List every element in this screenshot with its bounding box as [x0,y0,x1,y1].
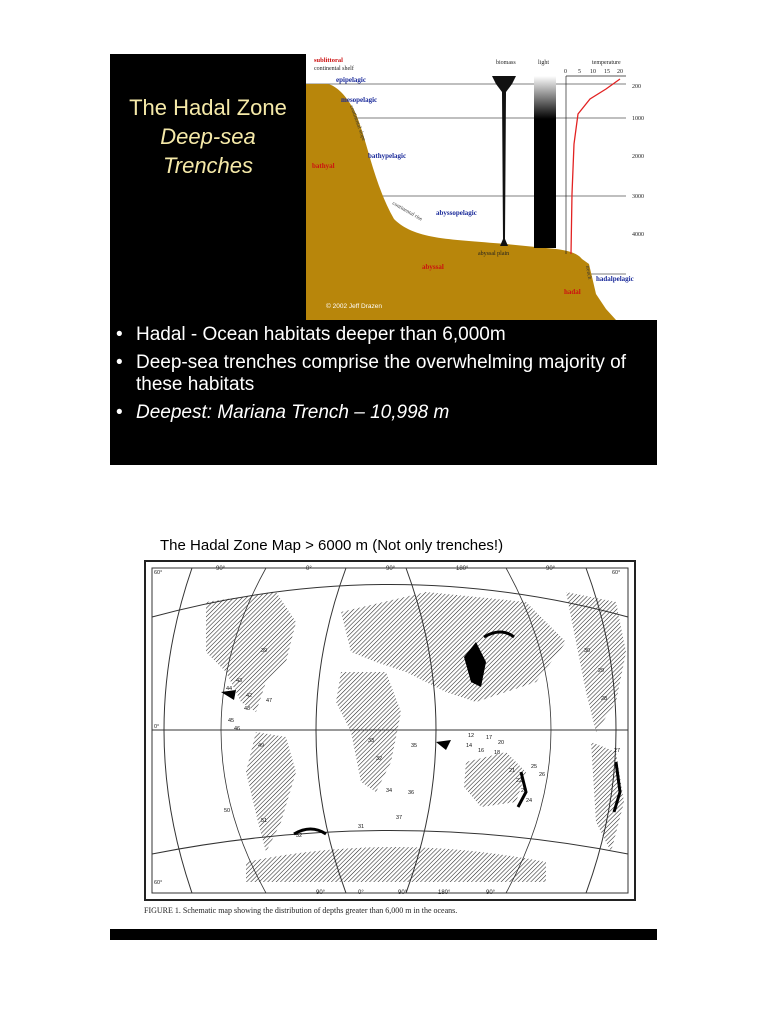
bottom-label-1: 90° [316,890,326,896]
label-hadalpelagic: hadalpelagic [596,275,634,283]
corner-label-3: 0° [154,724,160,730]
site-number: 50 [224,808,231,814]
site-number: 45 [228,718,235,724]
site-number: 14 [466,743,473,749]
depth-tick-2000: 2000 [632,154,644,160]
label-bathyal: bathyal [312,162,335,170]
depth-tick-4000: 4000 [632,232,644,238]
site-number: 25 [531,764,538,770]
biomass-column [492,76,516,246]
seafloor-profile [306,84,616,320]
continent-africa [336,672,401,792]
top-label-1: 90° [216,566,226,573]
slide-hadal-map [110,520,657,940]
temp-tick-20: 20 [617,69,623,75]
site-number: 30 [584,648,591,654]
depth-tick-200: 200 [632,84,641,90]
bullet-text-3: Deepest: Mariana Trench – 10,998 m [136,402,450,423]
bottom-label-5: 90° [486,890,496,896]
site-number: 12 [468,733,475,739]
bullet-marker: • [116,324,123,345]
ocean-zones-svg [306,54,657,320]
site-number: 31 [358,824,365,830]
top-label-4: 180° [456,566,469,573]
map-title: The Hadal Zone Map > 6000 m (Not only trenches!) [160,537,504,554]
bottom-label-3: 90° [398,890,408,896]
label-continental-shelf: continental shelf [314,66,354,72]
title-line-2: Deep-sea [160,124,256,149]
temperature-line [571,79,620,254]
bullet-text-1: Hadal - Ocean habitats deeper than 6,000m [136,324,506,345]
site-number: 36 [408,790,415,796]
label-continental-slope: continental slope [348,104,367,142]
top-label-2: 0° [306,566,312,573]
label-epipelagic: epipelagic [336,76,366,84]
site-number: 46 [234,726,241,732]
label-sublittoral: sublittoral [314,57,343,64]
bottom-black-bar [110,929,657,940]
site-number: 44 [226,686,233,692]
site-number: 16 [478,748,485,754]
label-abyssopelagic: abyssopelagic [436,209,477,217]
continent-antarctica [246,847,546,882]
site-number: 32 [376,756,383,762]
slide-title [110,94,306,180]
corner-label-4: 60° [154,880,163,886]
label-mesopelagic: mesopelagic [341,96,378,104]
figure-caption: FIGURE 1. Schematic map showing the distribution of depths greater than 6,000 m in the oceans. [144,906,458,915]
bullet-marker: • [116,352,123,373]
depth-tick-1000: 1000 [632,116,644,122]
site-number: 37 [396,815,403,821]
continent-south-america [246,732,296,852]
site-number: 26 [539,772,546,778]
site-number: 20 [498,740,505,746]
temp-tick-10: 10 [590,69,596,75]
site-number: 29 [598,668,605,674]
title-line-1: The Hadal Zone [129,95,287,120]
site-number: 17 [486,735,493,741]
bullet-text-2: Deep-sea trenches comprise the overwhelming majority of these habitats [136,352,626,395]
bullet-marker: • [116,402,123,423]
label-continental-rise: continental rise [391,200,424,223]
label-trench: trench [584,265,593,280]
world-map [144,560,636,901]
temp-tick-15: 15 [604,69,610,75]
bottom-label-4: 180° [438,890,451,896]
header-light: light [538,60,550,66]
world-map-svg [146,562,634,899]
trench-java [436,740,451,750]
site-number: 52 [296,833,303,839]
copyright-label: © 2002 Jeff Drazen [326,303,382,310]
corner-label-2: 60° [612,570,621,576]
site-number: 28 [601,696,608,702]
ocean-zones-diagram [306,54,657,320]
label-bathypelagic: bathypelagic [368,152,407,160]
site-number: 47 [266,698,273,704]
slide-hadal-zone [110,54,657,465]
site-number: 33 [368,738,375,744]
site-number: 51 [261,818,268,824]
bottom-label-2: 0° [358,890,364,896]
site-number: 21 [509,768,516,774]
site-number: 18 [494,750,501,756]
temp-tick-0: 0 [564,69,567,75]
temp-tick-5: 5 [578,69,581,75]
site-number: 49 [258,743,265,749]
depth-tick-3000: 3000 [632,194,644,200]
light-column [534,76,556,248]
site-number: 34 [386,788,393,794]
site-number: 27 [614,748,621,754]
site-number: 24 [526,798,533,804]
header-temperature: temperature [592,60,621,66]
label-abyssal: abyssal [422,263,444,271]
label-abyssal-plain: abyssal plain [478,251,510,257]
site-number: 42 [246,693,253,699]
top-label-3: 90° [386,566,396,573]
site-number: 48 [244,706,251,712]
corner-label-1: 60° [154,570,163,576]
title-line-3: Trenches [162,153,254,178]
top-label-5: 90° [546,566,556,573]
site-number: 23 [521,788,528,794]
label-hadal: hadal [564,288,581,296]
continent-north-america-east [566,592,626,732]
site-number: 43 [236,678,243,684]
site-number: 22 [516,778,523,784]
site-number: 35 [411,743,418,749]
site-number: 39 [261,648,268,654]
header-biomass: biomass [496,60,516,66]
